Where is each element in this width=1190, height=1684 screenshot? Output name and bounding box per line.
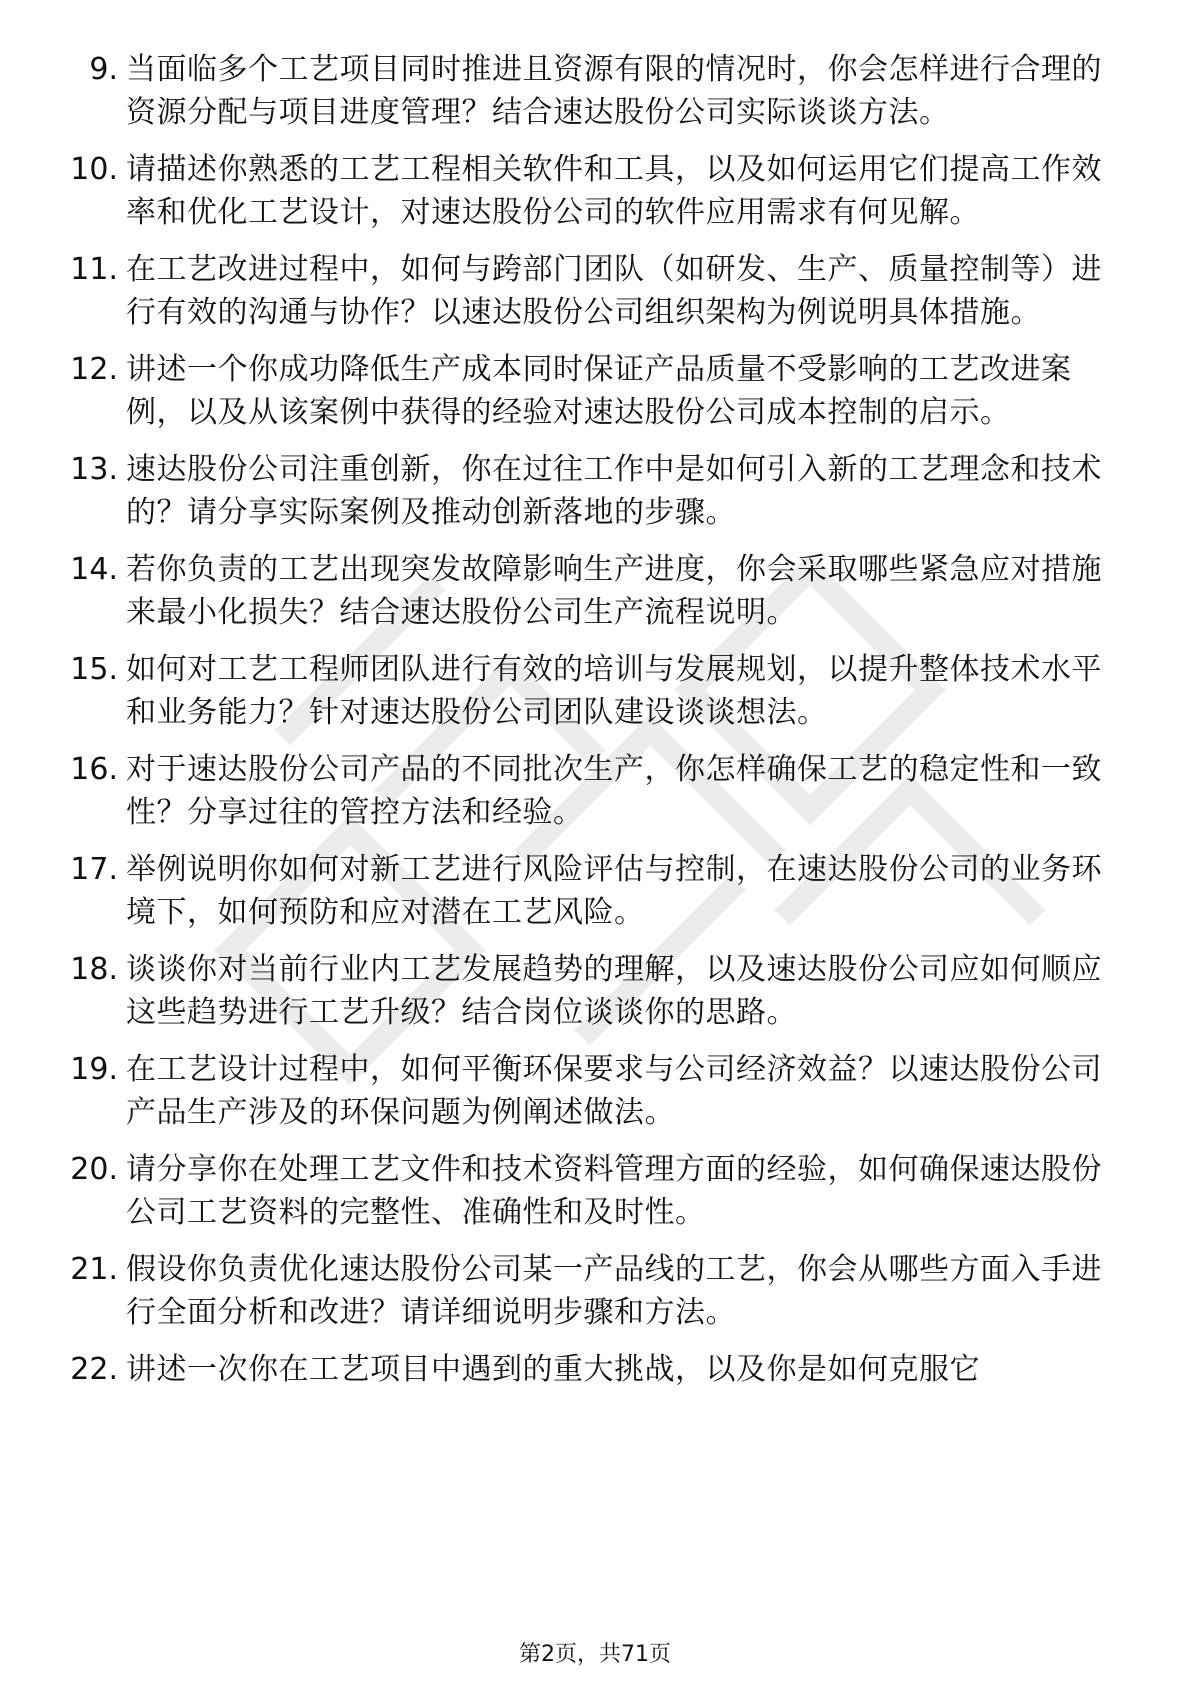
question-text: 举例说明你如何对新工艺进行风险评估与控制，在速达股份公司的业务环境下，如何预防和应对潜在工艺风险。 xyxy=(126,852,1102,930)
page-number: 第2页，共71页 xyxy=(519,1642,671,1667)
list-item xyxy=(40,148,1120,234)
question-text: 讲述一个你成功降低生产成本同时保证产品质量不受影响的工艺改进案例，以及从该案例中获得的经验对速达股份公司成本控制的启示。 xyxy=(126,352,1072,430)
question-number: 22. xyxy=(70,1352,118,1387)
question-number: 11. xyxy=(70,252,118,287)
question-number: 20. xyxy=(70,1152,118,1187)
question-text: 如何对工艺工程师团队进行有效的培训与发展规划，以提升整体技术水平和业务能力？针对速达股份公司团队建设谈谈想法。 xyxy=(126,652,1102,730)
list-item xyxy=(40,1348,1120,1391)
question-number: 17. xyxy=(70,852,118,887)
question-number: 10. xyxy=(70,152,118,187)
question-number: 16. xyxy=(70,752,118,787)
question-text: 若你负责的工艺出现突发故障影响生产进度，你会采取哪些紧急应对措施来最小化损失？结合速达股份公司生产流程说明。 xyxy=(126,552,1102,630)
list-item xyxy=(40,348,1120,434)
question-number: 18. xyxy=(70,952,118,987)
question-list xyxy=(40,48,1120,1405)
question-text: 当面临多个工艺项目同时推进且资源有限的情况时，你会怎样进行合理的资源分配与项目进度管理？结合速达股份公司实际谈谈方法。 xyxy=(126,52,1102,130)
question-text: 请描述你熟悉的工艺工程相关软件和工具，以及如何运用它们提高工作效率和优化工艺设计，对速达股份公司的软件应用需求有何见解。 xyxy=(126,152,1102,230)
question-text: 对于速达股份公司产品的不同批次生产，你怎样确保工艺的稳定性和一致性？分享过往的管控方法和经验。 xyxy=(126,752,1102,830)
list-item xyxy=(40,1048,1120,1134)
list-item xyxy=(40,48,1120,134)
list-item xyxy=(40,448,1120,534)
question-text: 讲述一次你在工艺项目中遇到的重大挑战，以及你是如何克服它 xyxy=(126,1352,980,1387)
question-text: 在工艺设计过程中，如何平衡环保要求与公司经济效益？以速达股份公司产品生产涉及的环保问题为例阐述做法。 xyxy=(126,1052,1102,1130)
question-number: 15. xyxy=(70,652,118,687)
question-number: 19. xyxy=(70,1052,118,1087)
question-number: 21. xyxy=(70,1252,118,1287)
question-number: 13. xyxy=(70,452,118,487)
list-item xyxy=(40,1148,1120,1234)
question-number: 9. xyxy=(89,52,118,87)
list-item xyxy=(40,848,1120,934)
question-text: 假设你负责优化速达股份公司某一产品线的工艺，你会从哪些方面入手进行全面分析和改进？请详细说明步骤和方法。 xyxy=(126,1252,1102,1330)
question-text: 请分享你在处理工艺文件和技术资料管理方面的经验，如何确保速达股份公司工艺资料的完整性、准确性和及时性。 xyxy=(126,1152,1102,1230)
question-text: 速达股份公司注重创新，你在过往工作中是如何引入新的工艺理念和技术的？请分享实际案例及推动创新落地的步骤。 xyxy=(126,452,1102,530)
question-text: 在工艺改进过程中，如何与跨部门团队（如研发、生产、质量控制等）进行有效的沟通与协作？以速达股份公司组织架构为例说明具体措施。 xyxy=(126,252,1102,330)
list-item xyxy=(40,548,1120,634)
list-item xyxy=(40,248,1120,334)
question-text: 谈谈你对当前行业内工艺发展趋势的理解，以及速达股份公司应如何顺应这些趋势进行工艺升级？结合岗位谈谈你的思路。 xyxy=(126,952,1102,1030)
list-item xyxy=(40,1248,1120,1334)
list-item xyxy=(40,948,1120,1034)
question-number: 14. xyxy=(70,552,118,587)
list-item xyxy=(40,748,1120,834)
list-item xyxy=(40,648,1120,734)
question-number: 12. xyxy=(70,352,118,387)
